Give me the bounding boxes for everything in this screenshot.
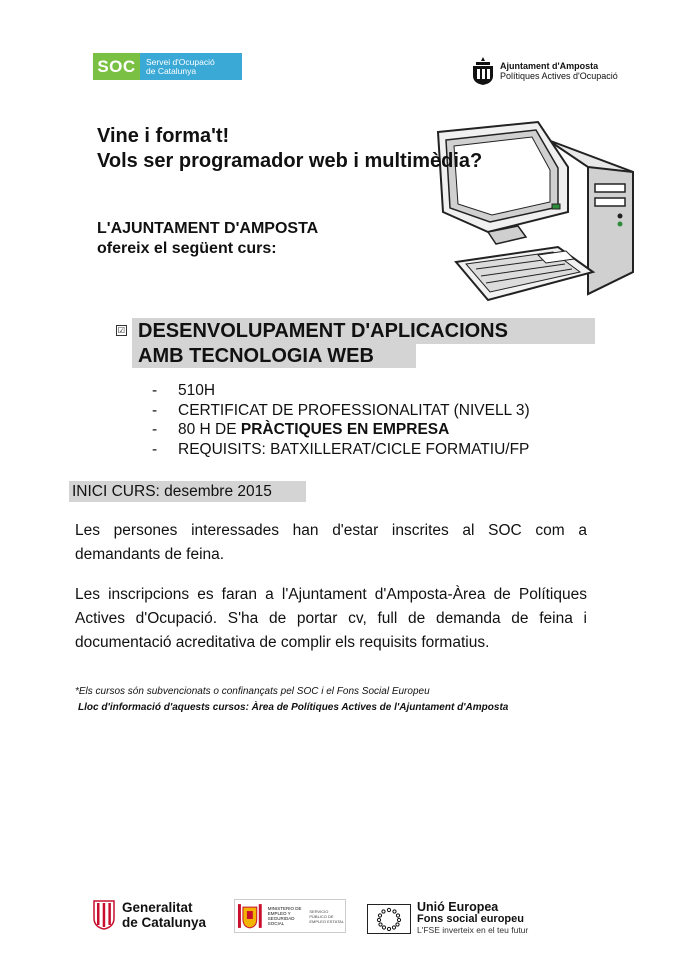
course-line2: AMB TECNOLOGIA WEB [132, 344, 416, 368]
list-item-hours: 510H [178, 382, 216, 399]
sepe-text: SERVICIO PÚBLICO DE EMPLEO ESTATAL [309, 908, 345, 924]
list-item [152, 381, 530, 401]
soc-logo-text-line2: de Catalunya [146, 65, 197, 76]
list-item-requirements: REQUISITS: BATXILLERAT/CICLE FORMATIU/FP [178, 440, 530, 458]
list-item [152, 440, 530, 460]
course-line1: DESENVOLUPAMENT D'APLICACIONS [132, 318, 595, 344]
generalitat-line1: Generalitat [122, 900, 193, 915]
ajuntament-seal-icon [470, 56, 496, 86]
generalitat-logo [93, 900, 206, 930]
list-item-practice-prefix: 80 H DE [178, 421, 241, 438]
title-line1: Vine i forma't! [97, 125, 230, 147]
ajuntament-logo-text [500, 61, 618, 81]
generalitat-logo-text [122, 900, 206, 930]
eu-logo-text [417, 901, 528, 936]
ajuntament-subtitle: Polítiques Actives d'Ocupació [500, 71, 618, 81]
list-dash: - [152, 401, 158, 419]
soc-logo-text-line1: Servei d'Ocupació [146, 56, 215, 67]
eu-flag-icon [367, 904, 411, 934]
paragraph-registration: Les inscripcions es faran a l'Ajuntament d'Amposta-Àrea de Polítiques Actives d'Ocupació. S'ha de portar cv, full de demanda de feina i documentació acreditativa de complir els requisits formatius. [75, 586, 587, 651]
list-item [152, 401, 530, 421]
soc-logo [93, 53, 242, 80]
eu-line3: L'FSE inverteix en el teu futur [417, 925, 529, 935]
info-location-note: Lloc d'informació d'aquests cursos: Àrea de Polítiques Actives de l'Ajuntament d'Amposta [78, 702, 509, 713]
checkbox-icon: ☑ [117, 326, 126, 335]
eu-logo [367, 901, 528, 936]
course-details-list [152, 381, 530, 459]
ministerio-text: MINISTERIO DE EMPLEO Y SEGURIDAD SOCIAL [267, 906, 302, 926]
soc-logo-mark: SOC [93, 53, 140, 80]
ajuntament-name: Ajuntament d'Amposta [500, 61, 599, 71]
funding-note: *Els cursos són subvencionats o confinançats pel SOC i el Fons Social Europeu [75, 686, 430, 697]
soc-logo-text [140, 58, 215, 76]
title-line2: Vols ser programador web i multimèdia? [97, 150, 483, 172]
main-title [97, 124, 482, 174]
list-dash: - [152, 382, 158, 399]
list-dash: - [152, 440, 158, 458]
spain-coat-of-arms-icon [235, 901, 265, 931]
offer-line1: L'AJUNTAMENT D'AMPOSTA [97, 220, 319, 237]
list-item-practice-bold: PRÀCTIQUES EN EMPRESA [240, 421, 450, 438]
offer-line2: ofereix el següent curs: [97, 240, 277, 257]
list-item [152, 420, 530, 440]
paragraph-eligibility: Les persones interessades han d'estar inscrites al SOC com a demandants de feina. [75, 522, 587, 563]
course-start-date: INICI CURS: desembre 2015 [69, 481, 306, 502]
generalitat-line2: de Catalunya [122, 915, 207, 930]
list-dash: - [152, 421, 158, 438]
generalitat-emblem-icon [93, 900, 115, 930]
list-item-certificate: CERTIFICAT DE PROFESSIONALITAT (NIVELL 3) [178, 401, 530, 419]
ministerio-logo [234, 899, 346, 933]
ajuntament-logo [470, 56, 618, 86]
eu-line2: Fons social europeu [417, 913, 524, 925]
offer-heading [97, 219, 318, 259]
eu-line1: Unió Europea [417, 900, 499, 914]
